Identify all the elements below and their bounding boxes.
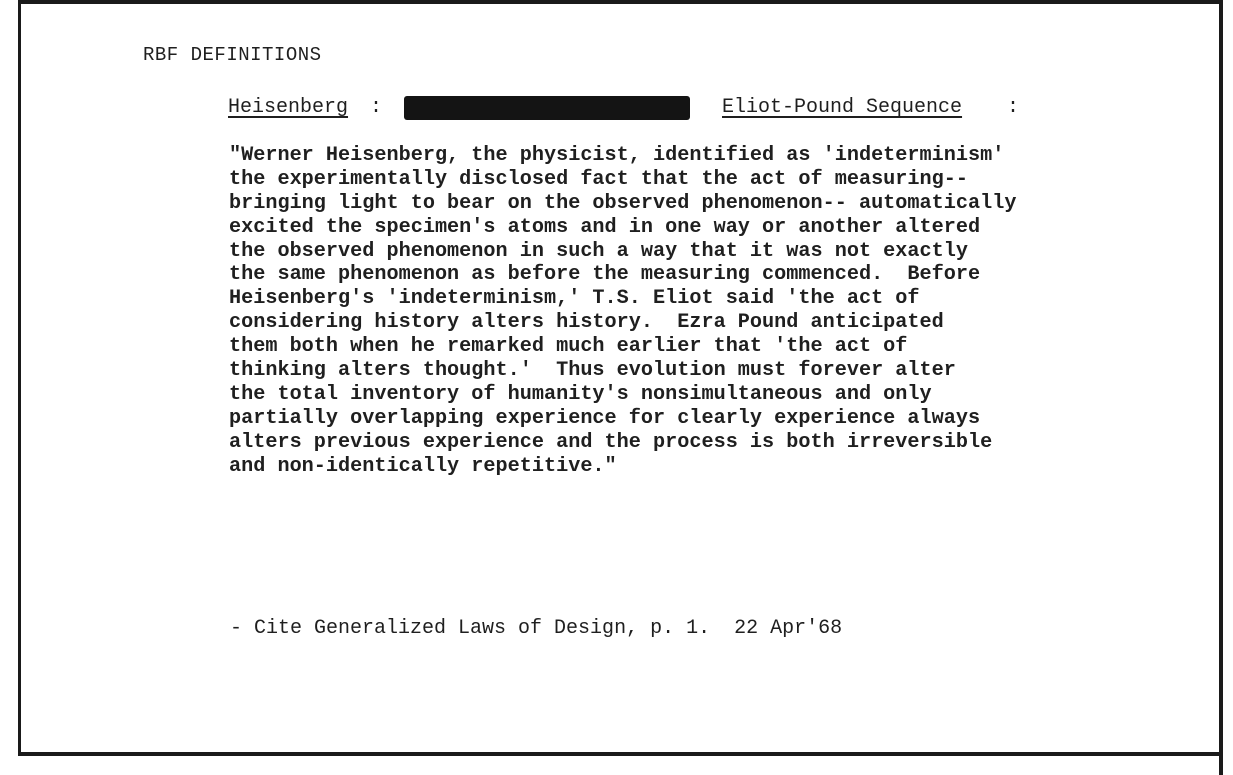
quote-line: bringing light to bear on the observed phenomenon-- automatically [229,191,1017,215]
quote-line: the same phenomenon as before the measuring commenced. Before [229,263,981,287]
alternate-term-colon: : [1007,96,1020,119]
quote-line: the observed phenomenon in such a way that it was not exactly [229,239,968,263]
quote-line: and non-identically repetitive." [229,454,617,478]
quote-line: alters previous experience and the process is both irreversible [229,430,993,454]
citation: - Cite Generalized Laws of Design, p. 1. 22 Apr'68 [230,617,843,640]
card-top-border [18,0,1223,4]
quote-line: Heisenberg's 'indeterminism,' T.S. Eliot said 'the act of [229,287,920,311]
card-bottom-border [18,752,1223,756]
quote-line: "Werner Heisenberg, the physicist, identified as 'indeterminism' [229,144,1005,167]
quote-line: thinking alters thought.' Thus evolution must forever alter [229,359,956,383]
quote-line: considering history alters history. Ezra Pound anticipated [229,311,944,335]
quote-line: the total inventory of humanity's nonsimultaneous and only [229,382,932,406]
quote-line: them both when he remarked much earlier that 'the act of [229,335,908,359]
page-title: RBF DEFINITIONS [143,44,322,66]
card-right-border [1219,0,1223,775]
alternate-term-label: Eliot-Pound Sequence [722,96,963,119]
definition-quote [229,144,1016,478]
quote-line: excited the specimen's atoms and in one way or another altered [229,215,981,239]
card-left-border [18,0,21,755]
term-colon: : [370,96,383,119]
quote-line: the experimentally disclosed fact that the act of measuring-- [229,167,968,191]
quote-line: partially overlapping experience for clearly experience always [229,406,981,430]
term-label: Heisenberg [228,96,349,119]
term-label-row [228,96,1128,126]
redaction-bar [404,96,690,120]
